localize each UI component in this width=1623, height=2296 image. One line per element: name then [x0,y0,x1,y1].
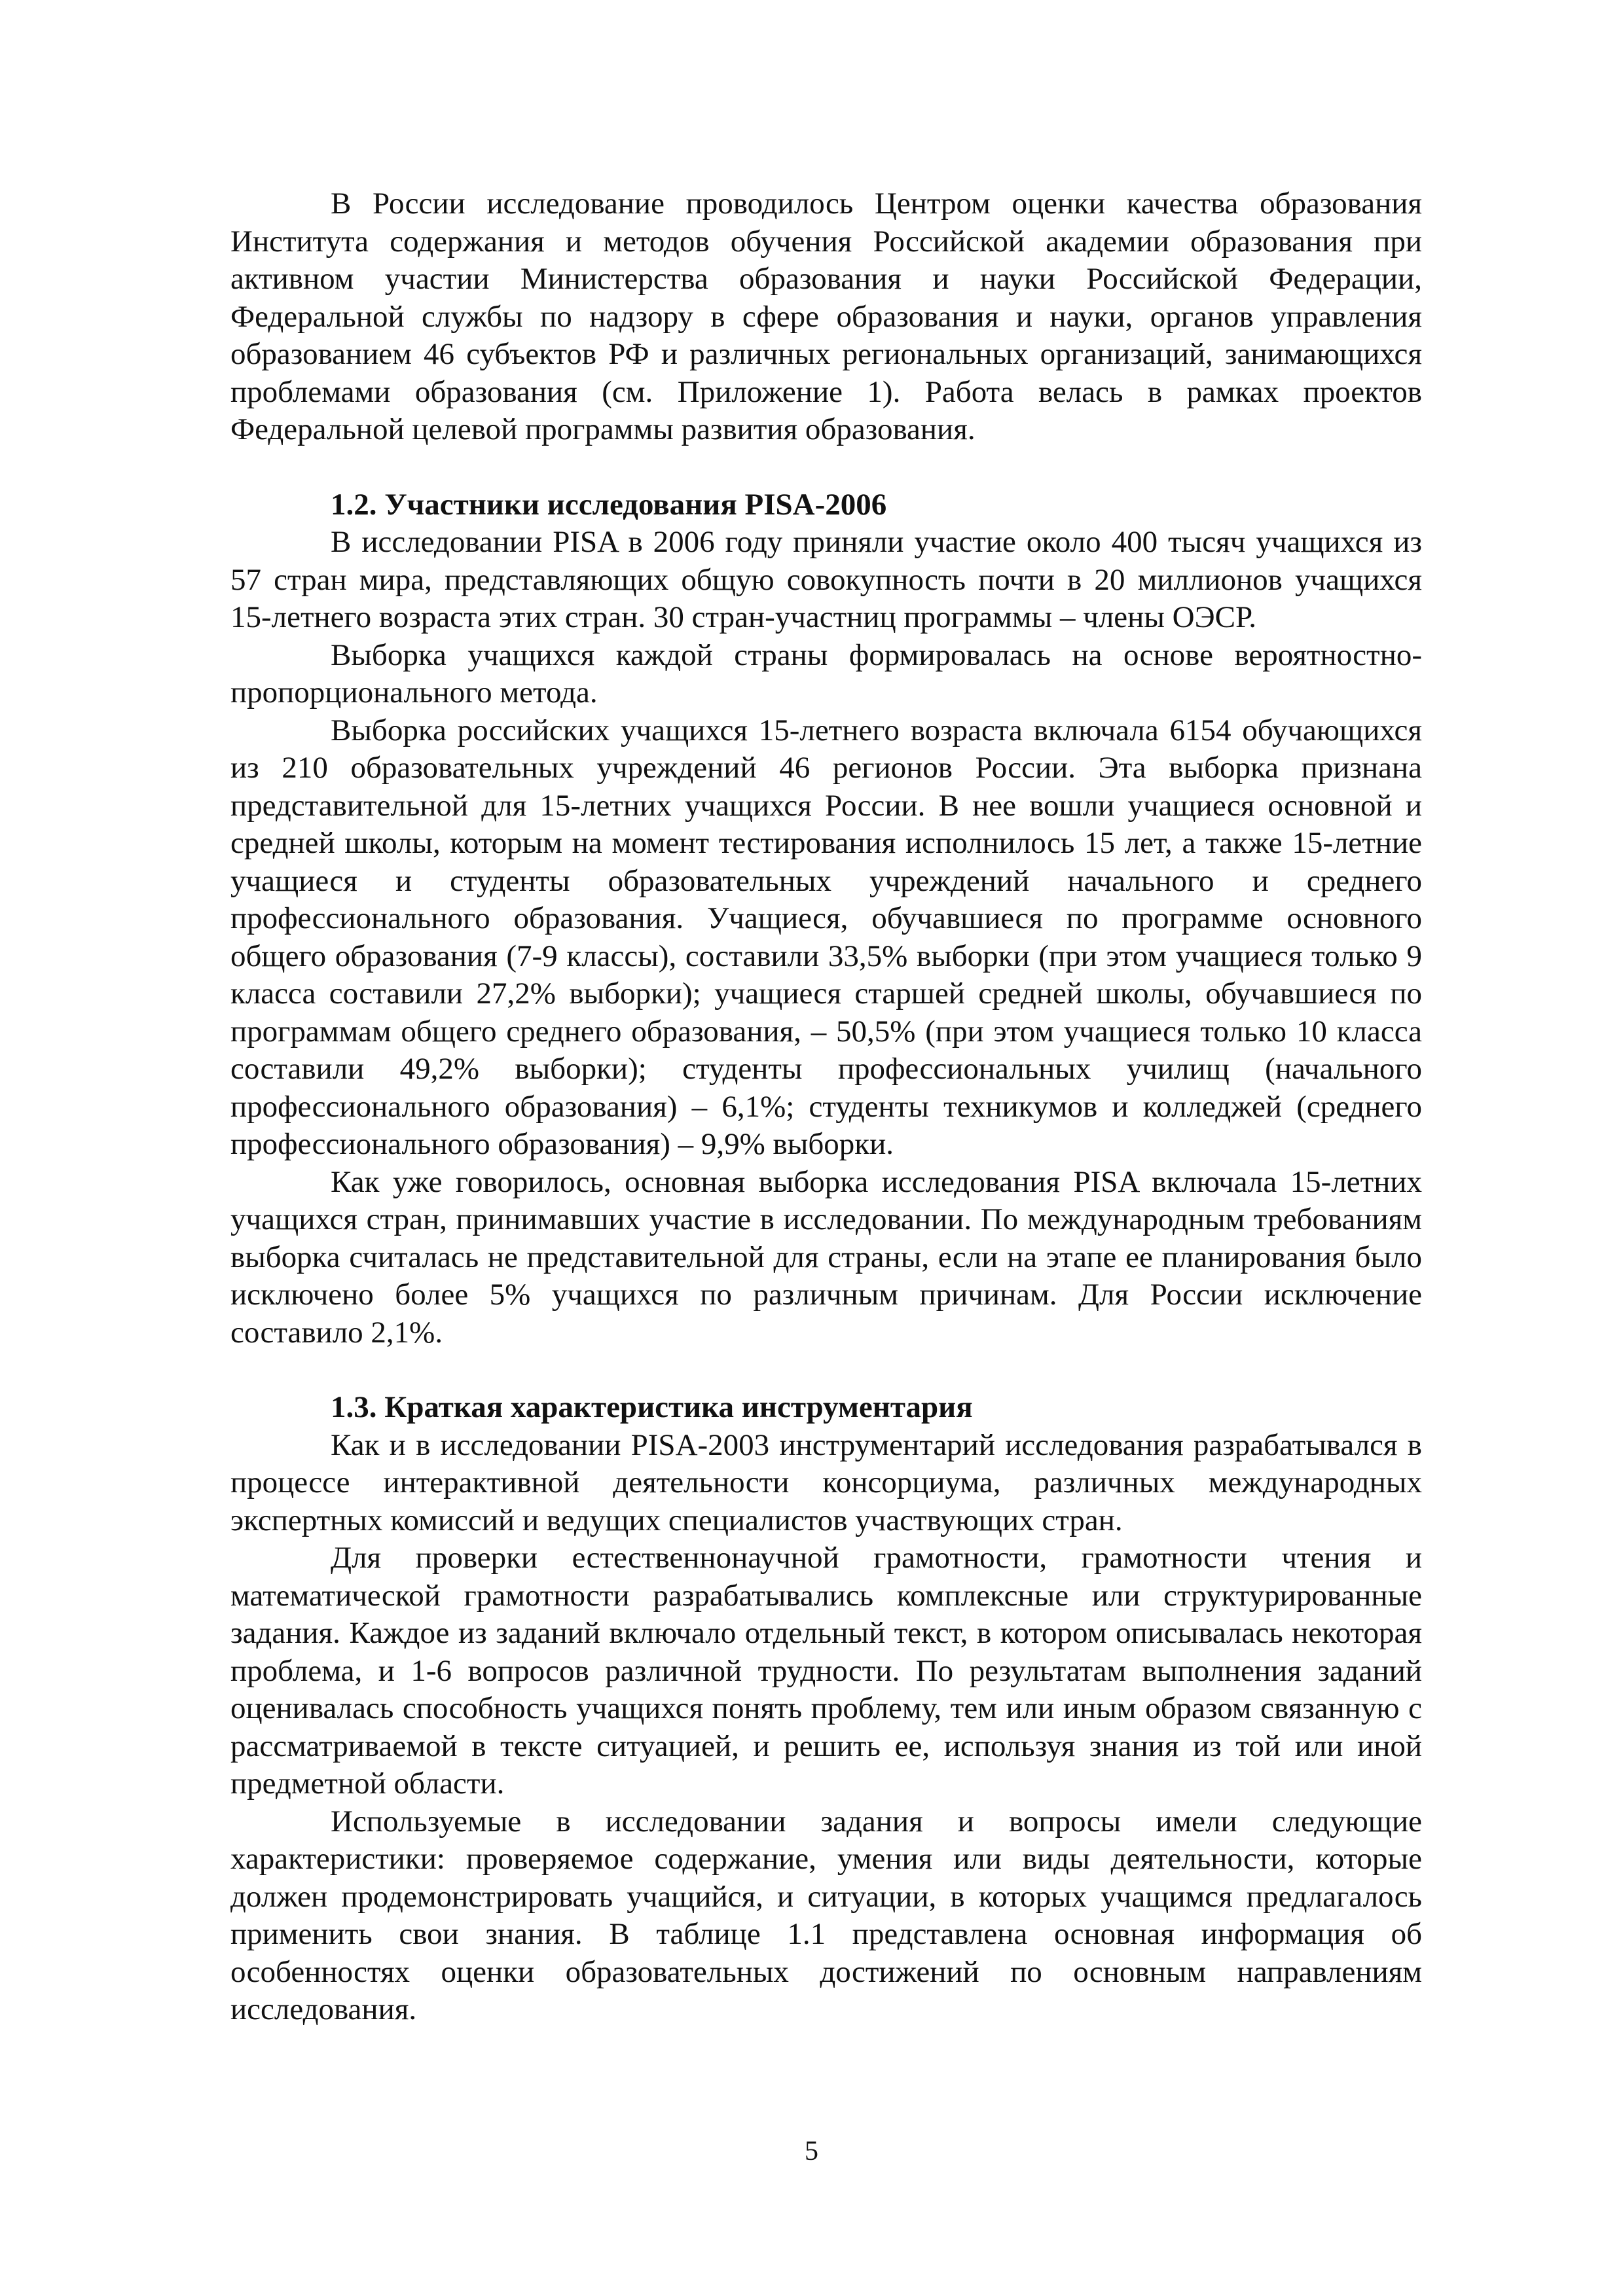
paragraph: Как и в исследовании PISA-2003 инструментарий исследования разрабатывался в процессе интерактивной деятельности консорциума, различных международных экспертных комиссий и ведущих специалистов участвующих стран. [230,1427,1422,1537]
paragraph: Выборка учащихся каждой страны формировалась на основе вероятностно-пропорционального метода. [230,637,1422,709]
paragraph: В исследовании PISA в 2006 году приняли участие около 400 тысяч учащихся из 57 стран мира, представляющих общую совокупность почти в 20 миллионов учащихся 15-летнего возраста этих стран. 30 стран-участниц программы – члены ОЭСР. [230,525,1422,634]
section-spacer [230,1352,1422,1389]
page-number: 5 [805,2136,818,2166]
paragraph: В России исследование проводилось Центром оценки качества образования Института содержания и методов обучения Российской академии образования при активном участии Министерства образования и науки Российской Федерации, Федеральной службы по надзору в сфере образования и науки, органов управления образованием 46 субъектов РФ и различных региональных организаций, занимающихся проблемами образования (см. Приложение 1). Работа велась в рамках проектов Федеральной целевой программы развития образования. [230,187,1422,446]
section-heading-1-3: 1.3. Краткая характеристика инструментария [331,1390,973,1424]
document-page [230,185,1422,2029]
paragraph: Выборка российских учащихся 15-летнего возраста включала 6154 обучающихся из 210 образовательных учреждений 46 регионов России. Эта выборка признана представительной для 15-летних учащихся России. В нее вошли учащиеся основной и средней школы, которым на момент тестирования исполнилось 15 лет, а также 15-летние учащиеся и студенты образовательных учреждений начального и среднего профессионального образования. Учащиеся, обучавшиеся по программе основного общего образования (7-9 классы), составили 33,5% выборки (при этом учащиеся только 9 класса составили 27,2% выборки); учащиеся старшей средней школы, обучавшиеся по программам общего среднего образования, – 50,5% (при этом учащиеся только 10 класса составили 49,2% выборки); студенты профессиональных училищ (начального профессионального образования) – 6,1%; студенты техникумов и колледжей (среднего профессионального образования) – 9,9% выборки. [230,713,1422,1161]
section-spacer [230,449,1422,486]
section-heading-1-2: 1.2. Участники исследования PISA-2006 [331,487,887,522]
paragraph: Используемые в исследовании задания и вопросы имели следующие характеристики: проверяемое содержание, умения или виды деятельности, которые должен продемонстрировать учащийся, и ситуации, в которых учащимся предлагалось применить свои знания. В таблице 1.1 представлена основная информация об особенностях оценки образовательных достижений по основным направлениям исследования. [230,1804,1422,2026]
paragraph: Как уже говорилось, основная выборка исследования PISA включала 15-летних учащихся стран, принимавших участие в исследовании. По международным требованиям выборка считалась не представительной для страны, если на этапе ее планирования было исключено более 5% учащихся по различным причинам. Для России исключение составило 2,1%. [230,1164,1422,1350]
paragraph: Для проверки естественнонаучной грамотности, грамотности чтения и математической грамотности разрабатывались комплексные или структурированные задания. Каждое из заданий включало отдельный текст, в котором описывалась некоторая проблема, и 1-6 вопросов различной трудности. По результатам выполнения заданий оценивалась способность учащихся понять проблему, тем или иным образом связанную с рассматриваемой в тексте ситуацией, и решить ее, используя знания из той или иной предметной области. [230,1541,1422,1801]
